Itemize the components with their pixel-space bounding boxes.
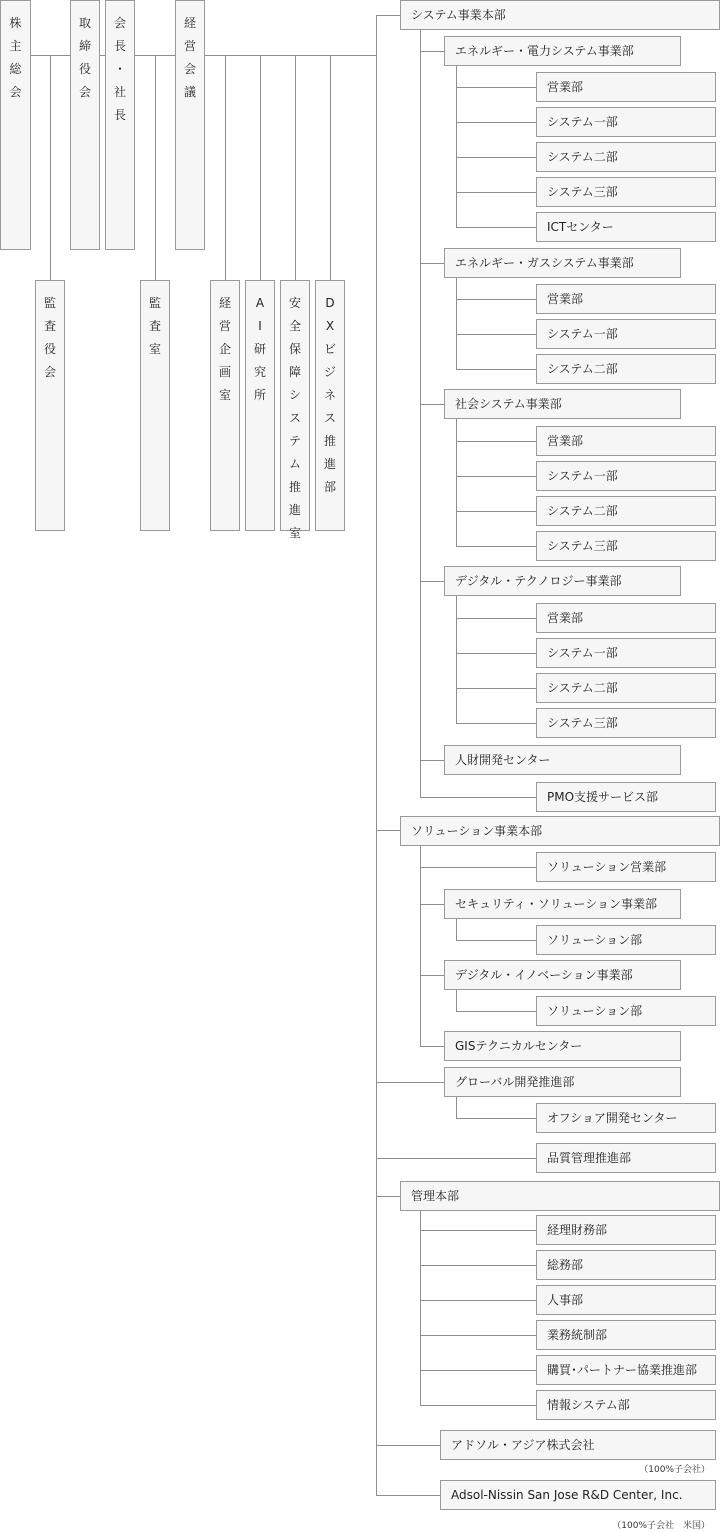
security-division-box: セキュリティ・ソリューション事業部 [444,889,681,919]
branch-energy-gas [420,263,444,264]
branch-solution-sales [420,867,536,868]
security-tick [456,940,536,941]
admin-tick-3 [420,1335,536,1336]
kansashitsu-box: 監 査 室 [140,280,170,531]
dx-business-box: D X ビ ジ ネ ス 推 進 部 [315,280,345,531]
torishimariyakukai-box: 取 締 役 会 [70,0,100,250]
energy-power-tick-3 [456,192,536,193]
solution-hq-box: ソリューション事業本部 [400,816,720,846]
branch-admin-hq [376,1196,400,1197]
digital-tech-tick-2 [456,688,536,689]
digital-tech-tick-0 [456,618,536,619]
unit-box: 情報システム部 [536,1390,716,1420]
unit-box: 営業部 [536,603,716,633]
connector-keiei-kikaku [225,55,226,280]
unit-box: ソリューション部 [536,996,716,1026]
unit-box: システム二部 [536,142,716,172]
energy-power-tick-4 [456,227,536,228]
branch-quality [376,1158,536,1159]
energy-gas-tick-1 [456,334,536,335]
unit-box: 経理財務部 [536,1215,716,1245]
adsol-asia-box: アドソル・アジア株式会社 [440,1430,716,1460]
unit-box: システム一部 [536,107,716,137]
branch-gis [420,1046,444,1047]
keiei-kaigi-box: 経 営 会 議 [175,0,205,250]
security-spine [456,919,457,940]
adsol-nissin-note: （100%子会社 米国） [612,1521,710,1531]
kansayakukai-box: 監 査 役 会 [35,280,65,531]
branch-adsol-asia [376,1445,440,1446]
connector-anzen [295,55,296,280]
branch-global [376,1082,444,1083]
hr-center-box: 人財開発センター [444,745,681,775]
social-division-box: 社会システム事業部 [444,389,681,419]
admin-tick-5 [420,1405,536,1406]
digital-tech-spine [456,596,457,723]
keiei-kikakushitsu-box: 経 営 企 画 室 [210,280,240,531]
unit-box: 営業部 [536,284,716,314]
branch-energy-power [420,51,444,52]
global-tick [456,1118,536,1119]
system-hq-box: システム事業本部 [400,0,720,30]
branch-security [420,904,444,905]
main-trunk [376,15,377,1495]
unit-box: システム一部 [536,638,716,668]
digital-tech-tick-3 [456,723,536,724]
energy-power-division-box: エネルギー・電力システム事業部 [444,36,681,66]
branch-hr-center [420,760,444,761]
energy-gas-spine [456,278,457,369]
energy-gas-tick-0 [456,299,536,300]
energy-power-tick-0 [456,87,536,88]
energy-power-tick-2 [456,157,536,158]
social-tick-3 [456,546,536,547]
social-spine [456,419,457,546]
energy-power-spine [456,66,457,227]
digital-tech-division-box: デジタル・テクノロジー事業部 [444,566,681,596]
admin-tick-4 [420,1370,536,1371]
kabunushi-sokai-box: 株 主 総 会 [0,0,31,250]
solution-sales-box: ソリューション営業部 [536,852,716,882]
branch-pmo [420,797,536,798]
offshore-center-box: オフショア開発センター [536,1103,716,1133]
unit-box: システム三部 [536,708,716,738]
unit-box: システム二部 [536,673,716,703]
connector-ai [260,55,261,280]
admin-tick-0 [420,1230,536,1231]
digital-tech-tick-1 [456,653,536,654]
admin-hq-spine [420,1211,421,1405]
connector-kansayakukai [50,55,51,280]
unit-box: システム二部 [536,354,716,384]
unit-box: システム一部 [536,319,716,349]
pmo-box: PMO支援サービス部 [536,782,716,812]
connector-dx [330,55,331,280]
solution-hq-spine [420,846,421,1046]
global-spine [456,1097,457,1118]
unit-box: 購買･パートナー協業推進部 [536,1355,716,1385]
branch-digital-tech [420,581,444,582]
branch-social [420,404,444,405]
social-tick-0 [456,441,536,442]
unit-box: 総務部 [536,1250,716,1280]
social-tick-1 [456,476,536,477]
adsol-asia-note: （100%子会社） [639,1465,710,1475]
admin-hq-box: 管理本部 [400,1181,720,1211]
kaicho-shacho-box: 会 長 ・ 社 長 [105,0,135,250]
anzen-hosho-box: 安 全 保 障 シ ス テ ム 推 進 室 [280,280,310,531]
digital-innovation-spine [456,990,457,1011]
social-tick-2 [456,511,536,512]
branch-solution-hq [376,830,400,831]
admin-tick-2 [420,1300,536,1301]
unit-box: 人事部 [536,1285,716,1315]
unit-box: 業務統制部 [536,1320,716,1350]
connector-kansashitsu [155,55,156,280]
unit-box: ソリューション部 [536,925,716,955]
unit-box: ICTセンター [536,212,716,242]
unit-box: 営業部 [536,426,716,456]
energy-power-tick-1 [456,122,536,123]
energy-gas-division-box: エネルギー・ガスシステム事業部 [444,248,681,278]
branch-system-hq [376,15,400,16]
adsol-nissin-box: Adsol-Nissin San Jose R&D Center, Inc. [440,1480,716,1510]
energy-gas-tick-2 [456,369,536,370]
digital-innovation-tick [456,1011,536,1012]
global-dev-box: グローバル開発推進部 [444,1067,681,1097]
ai-kenkyusho-box: A I 研 究 所 [245,280,275,531]
gis-center-box: GISテクニカルセンター [444,1031,681,1061]
quality-box: 品質管理推進部 [536,1143,716,1173]
digital-innovation-division-box: デジタル・イノベーション事業部 [444,960,681,990]
branch-digital-innovation [420,975,444,976]
unit-box: システム三部 [536,531,716,561]
unit-box: システム一部 [536,461,716,491]
unit-box: 営業部 [536,72,716,102]
unit-box: システム二部 [536,496,716,526]
system-hq-spine [420,30,421,797]
branch-adsol-nissin [376,1495,440,1496]
unit-box: システム三部 [536,177,716,207]
admin-tick-1 [420,1265,536,1266]
